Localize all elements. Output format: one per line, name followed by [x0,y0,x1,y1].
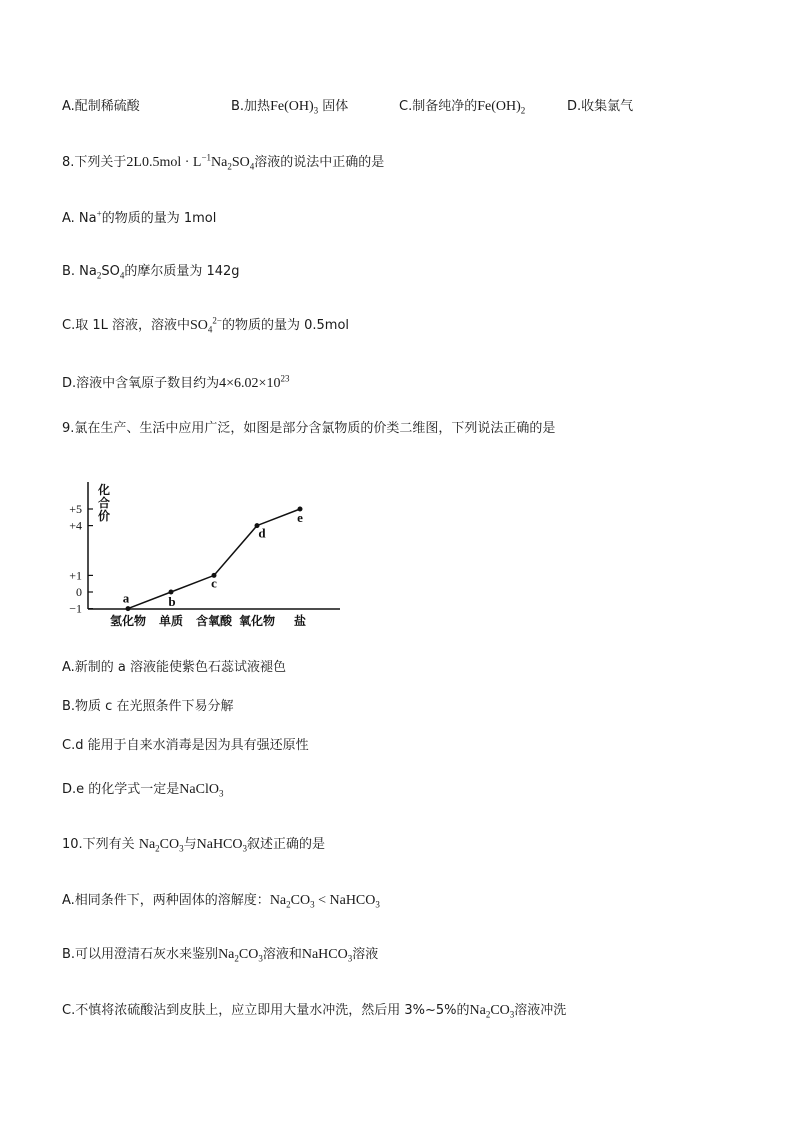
q10-c-f1-sub2: 3 [509,1009,515,1020]
q7-option-c-formula: Fe(OH) [477,99,521,114]
q7-option-b [231,97,348,117]
q8-a-prefix: A. Na [62,211,97,226]
q10-a-lt: < [314,893,330,908]
q9-d-prefix: D.e 的化学式一定是 [62,782,180,797]
q10-stem-f1: Na [138,837,156,852]
q8-stem-suffix: 溶液的说法中正确的是 [254,155,385,170]
q8-stem-so: SO [231,155,250,170]
data-point-label-c: c [211,575,217,591]
q7-option-a: A.配制稀硫酸 [62,99,140,114]
q8-option-a [62,209,216,229]
q8-b-sub1: 2 [96,270,102,281]
q10-a-f1b: CO [290,893,311,908]
data-point-label-b: b [168,594,176,609]
q7-option-c-prefix: C.制备纯净的 [399,99,478,114]
y-tick-label: +5 [69,502,82,516]
q8-a-suffix: 的物质的量为 1mol [101,211,217,226]
q10-b-mid: 溶液和 [262,947,302,962]
q9-d-sub: 3 [218,788,224,799]
x-category-label: 含氧酸 [195,614,233,628]
y-axis-label: 化合价 [98,483,111,523]
q10-c-f1b: CO [490,1003,510,1018]
q8-option-b [62,262,240,282]
q10-b-suffix: 溶液 [352,947,379,962]
data-point-a [126,606,131,611]
q10-b-f2-sub: 3 [347,953,353,964]
q8-b-suffix: 的摩尔质量为 142g [124,264,240,279]
q7-option-b-formula: Fe(OH) [270,99,314,114]
q8-stem-sub2: 4 [249,161,255,172]
q10-b-f1-sub: 2 [234,953,239,964]
q10-c-prefix: C.不慎将浓硫酸沾到皮肤上，应立即用大量水冲洗，然后用 3%~5%的 [62,1003,470,1018]
data-point-label-d: d [258,525,266,541]
x-category-label: 单质 [158,614,184,628]
q10-option-b [62,945,378,965]
q10-c-f1: Na [469,1003,486,1018]
q8-c-so: SO [190,318,208,333]
q7-option-b-sub: 3 [313,105,319,116]
q8-c-prefix: C.取 1L 溶液，溶液中 [62,318,190,333]
q8-c-suffix: 的物质的量为 0.5mol [221,318,350,333]
q10-a-f1-sub2: 3 [310,899,315,910]
q9-d-formula: NaClO [179,782,219,797]
q9-stem: 9.氯在生产、生活中应用广泛，如图是部分含氯物质的价类二维图，下列说法正确的是 [62,421,556,436]
q8-a-sup: + [96,208,102,219]
y-tick-label: −1 [69,601,82,616]
q10-stem-f1-sub2: 3 [179,843,184,854]
q10-b-f1: Na [218,947,235,962]
q10-stem-prefix: 10.下列有关 [62,837,135,852]
q8-b-so: SO [101,264,120,279]
q8-b-prefix: B. Na [62,264,97,279]
q10-stem-f1b: CO [159,837,180,852]
q10-a-f1-sub: 2 [286,899,291,910]
q7-option-d: D.收集氯气 [567,99,634,114]
q10-c-suffix: 溶液冲洗 [514,1003,567,1018]
q8-stem-sup: −1 [201,152,212,163]
q10-a-f1: Na [269,893,287,908]
q10-b-prefix: B.可以用澄清石灰水来鉴别 [62,947,219,962]
y-tick-label: +4 [69,518,82,533]
x-category-label: 氧化物 [238,614,276,628]
q10-stem [62,835,325,855]
valence-chart [60,470,350,635]
q10-option-a [62,891,380,911]
q10-a-prefix: A.相同条件下，两种固体的溶解度： [62,893,270,908]
q10-b-f1-sub2: 3 [258,953,263,964]
q7-option-c [399,97,525,117]
y-tick-label: +1 [69,568,82,583]
q10-a-f2: NaHCO [329,893,376,908]
q10-stem-mid: 与 [183,837,197,852]
q10-stem-suffix: 叙述正确的是 [247,837,326,852]
q10-b-f1b: CO [238,947,259,962]
q8-stem [62,153,384,173]
q8-d-number: 4×6.02×10 [219,376,281,391]
q10-stem-f1-sub: 2 [155,843,160,854]
q8-d-prefix: D.溶液中含氧原子数目约为 [62,376,220,391]
y-tick-label: 0 [76,585,82,599]
q10-option-c [62,1001,566,1021]
q10-b-f2: NaHCO [301,947,348,962]
q8-b-sub2: 4 [119,270,125,281]
x-category-label: 盐 [293,614,307,628]
q7-option-c-sub: 2 [520,105,526,116]
q7-option-b-suffix: 固体 [322,99,349,114]
q10-c-f1-sub: 2 [485,1009,491,1020]
q8-stem-sub1: 2 [227,161,232,172]
q8-c-sup: 2− [212,315,222,326]
q8-stem-concentration: 2L0.5mol · L [126,155,202,170]
q10-stem-f2: NaHCO [196,837,243,852]
q8-stem-na: Na [211,155,228,170]
q9-option-d [62,780,223,800]
q8-c-sub: 4 [207,324,213,335]
q9-option-b: B.物质 c 在光照条件下易分解 [62,699,234,714]
q7-option-b-prefix: B.加热 [231,99,271,114]
data-point-label-a: a [122,590,130,606]
q8-option-d [62,374,289,394]
q8-stem-prefix: 8.下列关于 [62,155,127,170]
q9-option-c: C.d 能用于自来水消毒是因为具有强还原性 [62,738,309,753]
x-category-label: 氢化物 [109,614,147,628]
q10-stem-f2-sub: 3 [242,843,248,854]
q10-a-f2-sub: 3 [375,899,380,910]
series-line [128,509,300,609]
q8-option-c [62,316,349,336]
data-point-label-e: e [297,510,303,525]
q8-d-sup: 23 [280,373,290,384]
q9-option-a: A.新制的 a 溶液能使紫色石蕊试液褪色 [62,660,287,675]
